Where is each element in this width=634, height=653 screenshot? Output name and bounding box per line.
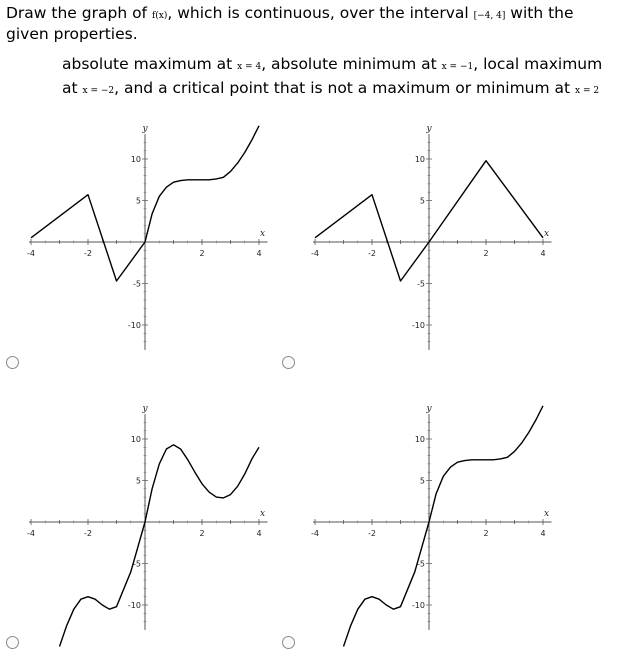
- x-tick-label: -4: [311, 529, 319, 538]
- graph-option-a: [0, 105, 290, 373]
- function-curve: [344, 406, 544, 647]
- x-tick-label: 4: [256, 529, 262, 538]
- x-axis-label: x: [544, 509, 550, 519]
- y-tick-label: 5: [135, 476, 141, 486]
- x-axis-label: x: [260, 509, 266, 519]
- x-tick-label: -4: [27, 529, 35, 538]
- y-axis-label: y: [142, 404, 148, 415]
- x-tick-label: 4: [256, 249, 262, 258]
- x-tick-label: -4: [311, 249, 319, 258]
- question-text-b: , which is continuous, over the interval: [167, 4, 474, 22]
- radio-option-d[interactable]: [282, 636, 295, 649]
- properties-line-1: [62, 54, 602, 77]
- question-text-c: with the: [505, 4, 574, 22]
- y-axis-label: y: [426, 404, 432, 415]
- y-axis-label: y: [426, 124, 432, 135]
- x-axis-label: x: [544, 229, 550, 239]
- x-tick-label: 2: [483, 529, 489, 538]
- x-tick-label: 2: [483, 249, 489, 258]
- y-tick-label: 10: [130, 435, 141, 444]
- graph-option-b: [284, 105, 574, 373]
- x-tick-label: 4: [540, 249, 546, 258]
- y-tick-label: -5: [133, 559, 141, 569]
- y-tick-label: 10: [130, 155, 141, 164]
- y-tick-label: 5: [135, 196, 141, 206]
- x-tick-label: 2: [199, 249, 205, 258]
- properties-line-2: [62, 78, 599, 101]
- question-text-a: Draw the graph of: [6, 4, 152, 22]
- property-x-abs-min: x = −1: [441, 62, 474, 72]
- question-function: f(x): [151, 11, 168, 21]
- y-axis-label: y: [142, 124, 148, 135]
- property-text-2a: at: [62, 79, 83, 97]
- property-x-local-max: x = −2: [82, 86, 115, 96]
- property-x-abs-max: x = 4: [237, 62, 262, 72]
- property-text-2b: , and a critical point that is not a maximum or minimum at: [114, 79, 576, 97]
- y-tick-label: -10: [127, 321, 141, 330]
- y-tick-label: -5: [133, 279, 141, 289]
- x-tick-label: -2: [368, 529, 376, 538]
- y-tick-label: -5: [417, 559, 425, 569]
- radio-option-a[interactable]: [6, 356, 19, 369]
- y-tick-label: -10: [127, 601, 141, 610]
- radio-option-b[interactable]: [282, 356, 295, 369]
- y-tick-label: -10: [411, 321, 425, 330]
- y-tick-label: 5: [419, 196, 425, 206]
- x-tick-label: -2: [84, 529, 92, 538]
- x-tick-label: -2: [84, 249, 92, 258]
- question-line-1: [6, 3, 574, 26]
- property-text-1a: absolute maximum at: [62, 55, 238, 73]
- question-interval: [−4, 4]: [473, 11, 506, 21]
- y-tick-label: 10: [414, 435, 425, 444]
- property-text-1b: , absolute minimum at: [261, 55, 442, 73]
- x-tick-label: 4: [540, 529, 546, 538]
- function-curve: [60, 445, 260, 647]
- property-text-1c: , local maximum: [473, 55, 603, 73]
- y-tick-label: -5: [417, 279, 425, 289]
- x-tick-label: 2: [199, 529, 205, 538]
- question-line-2: given properties.: [6, 25, 138, 43]
- y-tick-label: 10: [414, 155, 425, 164]
- y-tick-label: 5: [419, 476, 425, 486]
- x-tick-label: -4: [27, 249, 35, 258]
- y-tick-label: -10: [411, 601, 425, 610]
- radio-option-c[interactable]: [6, 636, 19, 649]
- x-tick-label: -2: [368, 249, 376, 258]
- graph-option-c: [0, 385, 290, 653]
- x-axis-label: x: [260, 229, 266, 239]
- graph-option-d: [284, 385, 574, 653]
- property-x-critical: x = 2: [575, 86, 600, 96]
